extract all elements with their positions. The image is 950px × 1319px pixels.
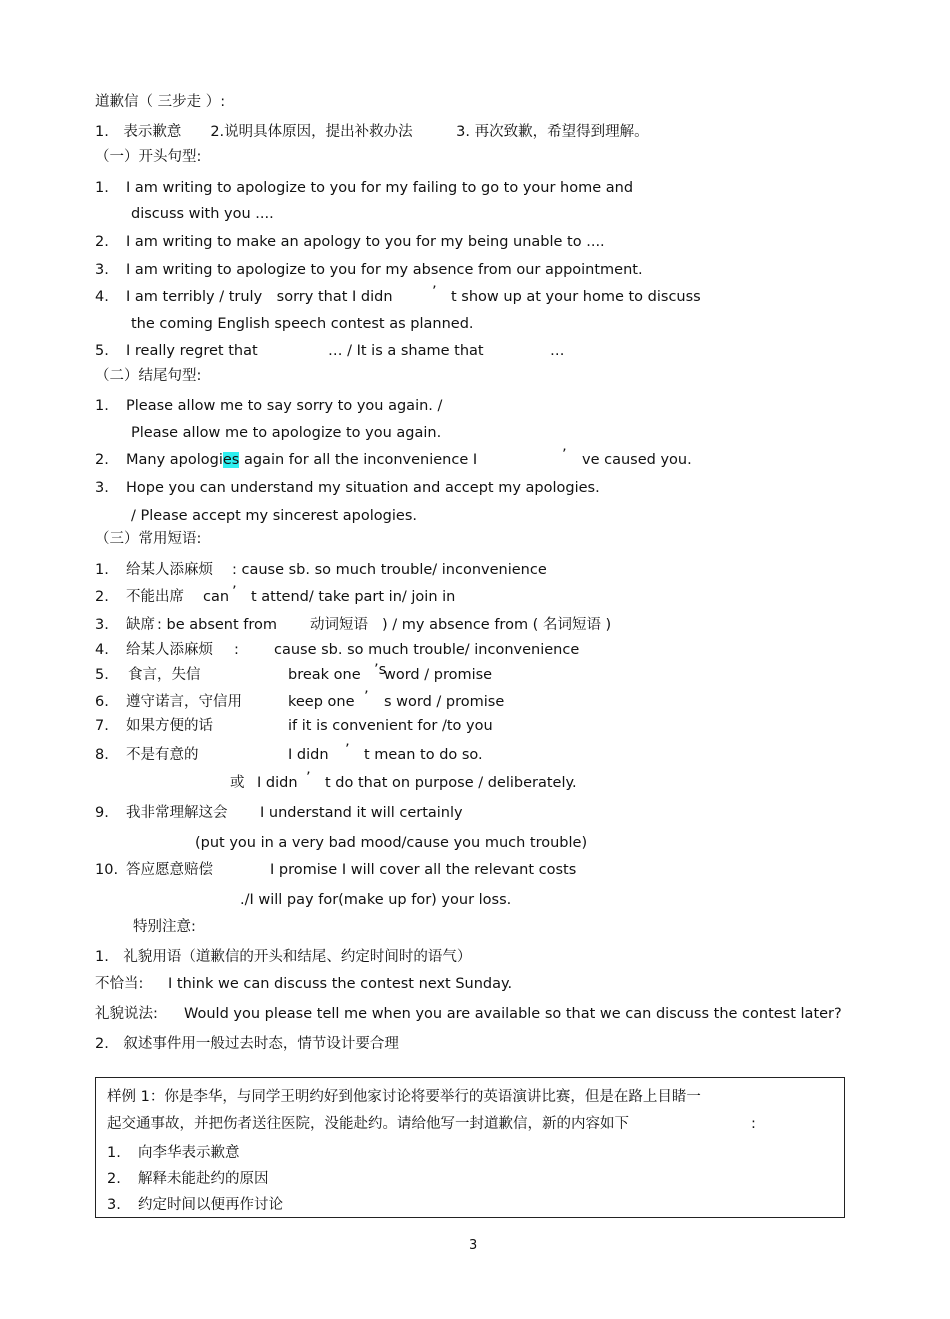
s3-item8-apostrophe: ’ (345, 742, 350, 758)
s3-item3-en: : be absent from (157, 617, 278, 633)
s3-item10-cont: ./I will pay for(make up for) your loss. (240, 892, 512, 908)
s3-item6-apostrophe: ’ (364, 689, 369, 705)
s3-item3-en2: ) / my absence from ( 名词短语 ) (382, 617, 612, 633)
s1-item1-cont: discuss with you .... (131, 206, 274, 222)
s3-alt-en: I didn (257, 775, 298, 791)
s1-item4-num: 4. (95, 289, 109, 305)
s3-item6-en2: s word / promise (384, 694, 505, 710)
s2-item1-cont: Please allow me to apologize to you again. (131, 425, 442, 441)
s1-item5-part-a: I really regret that (126, 343, 258, 359)
s3-item3-num: 3. (95, 617, 109, 633)
s3-item10-num: 10. (95, 862, 119, 878)
doc-title: 道歉信（ 三步走 ）: (95, 94, 226, 110)
s1-item3-text: I am writing to apologize to you for my absence from our appointment. (126, 262, 643, 278)
s2-item2-part-a: Many apologi (126, 452, 223, 468)
s3-item7-num: 7. (95, 718, 109, 734)
s3-item2-num: 2. (95, 589, 109, 605)
s3-alt-en2: t do that on purpose / deliberately. (325, 775, 577, 791)
s3-alt-apostrophe: ’ (306, 770, 311, 786)
s2-item1-text: Please allow me to say sorry to you again. / (126, 398, 443, 414)
s3-item7-cn: 如果方便的话 (126, 718, 213, 734)
section2-heading: （二）结尾句型: (95, 368, 202, 384)
s3-item5-en2: word / promise (384, 667, 493, 683)
s3-item1-cn: 给某人添麻烦 (126, 562, 213, 578)
notice-heading: 特别注意: (133, 919, 196, 935)
s1-item1-num: 1. (95, 180, 109, 196)
s3-item9-en: I understand it will certainly (260, 805, 463, 821)
s3-item5-num: 5. (95, 667, 109, 683)
notice-bad-text: I think we can discuss the contest next Sunday. (168, 976, 513, 992)
s3-alt-cn: 或 (230, 775, 245, 791)
s3-item9-cont: (put you in a very bad mood/cause you much trouble) (195, 835, 588, 851)
s3-item8-cn: 不是有意的 (126, 747, 199, 763)
s2-item2-part-b: again for all the inconvenience I (239, 452, 478, 468)
s2-item3-cont: / Please accept my sincerest apologies. (131, 508, 417, 524)
s3-item6-num: 6. (95, 694, 109, 710)
sample-item3-text: 约定时间以便再作讨论 (138, 1197, 283, 1213)
s1-item4-apostrophe: ’ (432, 284, 437, 300)
s3-item2-cn: 不能出席 (126, 589, 184, 605)
s1-item4-part-a: I am terribly / truly sorry that I didn (126, 289, 393, 305)
s3-item5-en: break one (288, 667, 361, 683)
s3-item4-cn: 给某人添麻烦 (126, 642, 213, 658)
s3-item9-cn: 我非常理解这会 (126, 805, 228, 821)
s3-item8-en: I didn (288, 747, 329, 763)
s1-item4-part-c: t show up at your home to discuss (451, 289, 701, 305)
s2-item2-part-d: ve caused you. (582, 452, 692, 468)
sample-item2-text: 解释未能赴约的原因 (138, 1171, 269, 1187)
s3-item5-apostrophe: ’s (374, 662, 387, 678)
notice-bad-label: 不恰当: (95, 976, 144, 992)
s2-item2-apostrophe: ’ (562, 447, 567, 463)
s3-item3-cn2: 动词短语 (310, 617, 368, 633)
s3-item1-num: 1. (95, 562, 109, 578)
notice-good-label: 礼貌说法: (95, 1006, 158, 1022)
three-steps: 1. 表示歉意 2.说明具体原因，提出补救办法 3. 再次致歉，希望得到理解。 (95, 124, 649, 140)
s1-item1-text: I am writing to apologize to you for my failing to go to your home and (126, 180, 634, 196)
s3-item2-en2: t attend/ take part in/ join in (251, 589, 456, 605)
notice-good-text: Would you please tell me when you are available so that we can discuss the contest later? (184, 1006, 842, 1022)
s3-item9-num: 9. (95, 805, 109, 821)
s1-item5-part-b: … / It is a shame that (328, 343, 484, 359)
s2-item2-num: 2. (95, 452, 109, 468)
s1-item2-num: 2. (95, 234, 109, 250)
notice-point2: 2. 叙述事件用一般过去时态，情节设计要合理 (95, 1036, 399, 1052)
s1-item5-part-c: … (550, 343, 565, 359)
s1-item2-text: I am writing to make an apology to you for my being unable to .... (126, 234, 605, 250)
sample-line1: 样例 1：你是李华，与同学王明约好到他家讨论将要举行的英语演讲比赛，但是在路上目睹一 (107, 1089, 701, 1105)
s3-item4-num: 4. (95, 642, 109, 658)
section3-heading: （三）常用短语: (95, 531, 202, 547)
s3-item10-cn: 答应愿意赔偿 (126, 862, 213, 878)
s3-item4-en2: cause sb. so much trouble/ inconvenience (274, 642, 580, 658)
s1-item5-num: 5. (95, 343, 109, 359)
s3-item8-en2: t mean to do so. (364, 747, 483, 763)
sample-item3-num: 3. (107, 1197, 121, 1213)
sample-item1-text: 向李华表示歉意 (138, 1145, 240, 1161)
s2-item2-text (126, 450, 477, 470)
s3-item2-apostrophe: ’ (232, 584, 237, 600)
sample-colon: : (751, 1116, 756, 1132)
s3-item8-num: 8. (95, 747, 109, 763)
s3-item2-en: can (203, 589, 230, 605)
s3-item4-en: : (234, 642, 239, 658)
s3-item10-en: I promise I will cover all the relevant costs (270, 862, 577, 878)
s3-item6-cn: 遵守诺言，守信用 (126, 694, 242, 710)
s1-item4-cont: the coming English speech contest as planned. (131, 316, 474, 332)
s2-item3-num: 3. (95, 480, 109, 496)
s3-item6-en: keep one (288, 694, 355, 710)
page-number: 3 (469, 1238, 478, 1253)
s3-item7-en: if it is convenient for /to you (288, 718, 493, 734)
sample-item2-num: 2. (107, 1171, 121, 1187)
sample-item1-num: 1. (107, 1145, 121, 1161)
section1-heading: （一）开头句型: (95, 149, 202, 165)
s2-item1-num: 1. (95, 398, 109, 414)
sample-line2: 起交通事故，并把伤者送往医院，没能赴约。请给他写一封道歉信，新的内容如下 (107, 1116, 629, 1132)
s3-item3-cn: 缺席 (126, 617, 155, 633)
s3-item1-en: : cause sb. so much trouble/ inconvenience (232, 562, 547, 578)
notice-point1: 1. 礼貌用语（道歉信的开头和结尾、约定时间时的语气） (95, 949, 472, 965)
s3-item5-cn: 食言，失信 (128, 667, 201, 683)
s2-item3-text: Hope you can understand my situation and accept my apologies. (126, 480, 600, 496)
s1-item3-num: 3. (95, 262, 109, 278)
highlight-mark: es (222, 452, 240, 468)
